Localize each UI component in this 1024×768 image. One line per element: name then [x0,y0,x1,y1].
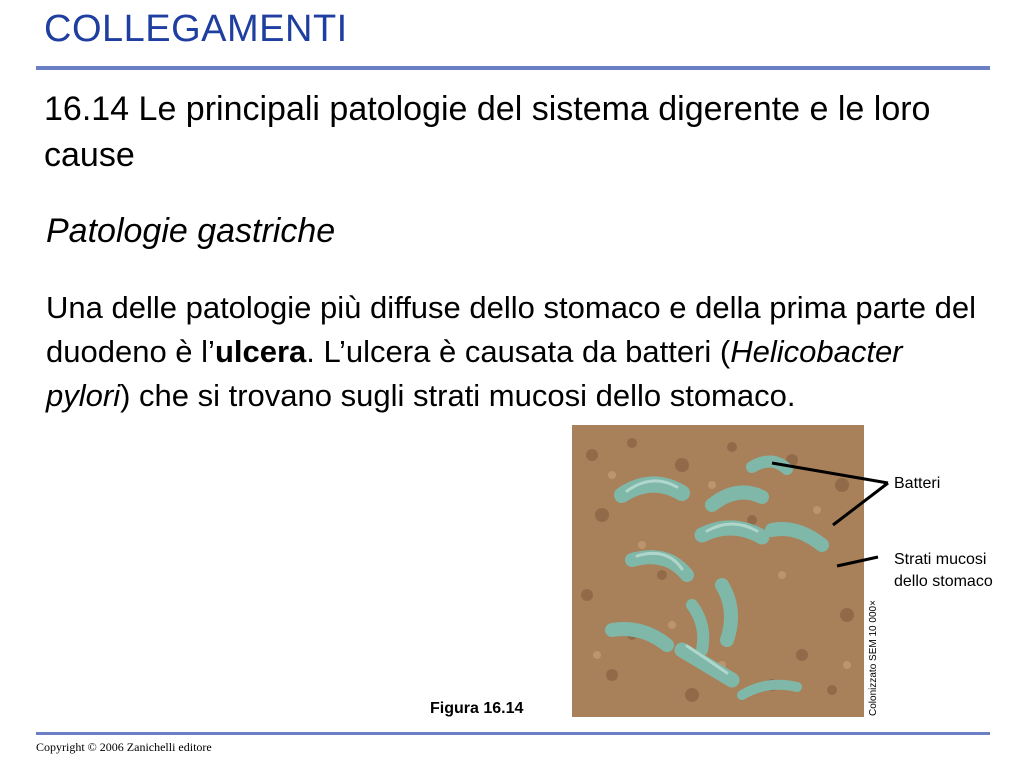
subsection-title: Patologie gastriche [46,212,336,250]
body-bold-term: ulcera [214,334,307,369]
body-text-part3: ) che si trovano sugli strati mucosi dello stomaco. [120,378,796,413]
body-text-part2: . L’ulcera è causata da batteri ( [306,334,731,369]
body-italic-species: Helicobacter pylori [46,334,903,413]
label-mucosa-line2: dello stomaco [894,573,993,590]
figure-caption: Figura 16.14 [430,700,524,717]
footer-divider [36,732,990,735]
title-divider [36,66,990,70]
body-paragraph [46,286,976,418]
label-mucosa-line1: Strati mucosi [894,551,987,568]
micrograph-credit: Colonizzato SEM 10 000× [868,600,879,716]
section-heading: 16.14 Le principali patologie del sistema digerente e le loro cause [44,90,931,174]
label-bacteria: Batteri [894,475,941,492]
slide-title: COLLEGAMENTI [44,8,348,50]
sem-micrograph [572,425,864,717]
body-text-part1: Una delle patologie più diffuse dello stomaco e della prima parte del duodeno è l’ [46,290,977,369]
copyright-text: Copyright © 2006 Zanichelli editore [36,740,212,754]
